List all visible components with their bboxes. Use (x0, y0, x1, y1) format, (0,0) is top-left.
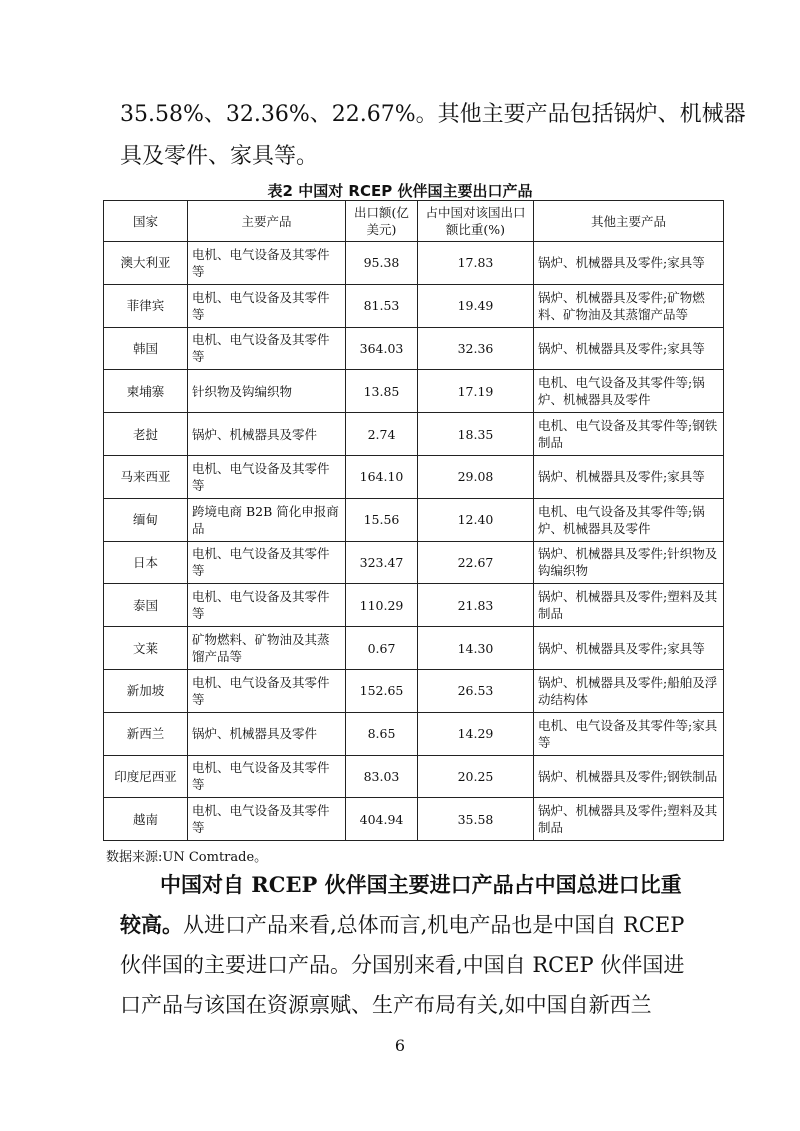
table-row (104, 669, 724, 712)
cell-country: 韩国 (104, 327, 188, 370)
table-row (104, 370, 724, 413)
cell-country: 新加坡 (104, 669, 188, 712)
cell-share: 29.08 (418, 455, 534, 498)
cell-export-value: 83.03 (346, 755, 418, 798)
cell-share: 14.29 (418, 712, 534, 755)
cell-share: 21.83 (418, 584, 534, 627)
table-row (104, 541, 724, 584)
cell-export-value: 404.94 (346, 798, 418, 841)
header-country: 国家 (104, 201, 188, 242)
cell-country: 老挝 (104, 413, 188, 456)
cell-share: 20.25 (418, 755, 534, 798)
cell-export-value: 81.53 (346, 284, 418, 327)
cell-main-product: 电机、电气设备及其零件等 (188, 584, 346, 627)
cell-main-product: 电机、电气设备及其零件等 (188, 327, 346, 370)
cell-other-products: 锅炉、机械器具及零件;矿物燃料、矿物油及其蒸馏产品等 (534, 284, 724, 327)
table-row (104, 242, 724, 285)
cell-share: 17.19 (418, 370, 534, 413)
cell-export-value: 152.65 (346, 669, 418, 712)
cell-export-value: 0.67 (346, 627, 418, 670)
table-header-row (104, 201, 724, 242)
table-caption: 表2 中国对 RCEP 伙伴国主要出口产品 (267, 182, 533, 200)
cell-other-products: 电机、电气设备及其零件等;钢铁制品 (534, 413, 724, 456)
body-bold-heading-end: 较高。 (120, 912, 183, 937)
cell-country: 澳大利亚 (104, 242, 188, 285)
cell-main-product: 电机、电气设备及其零件等 (188, 541, 346, 584)
header-other-products: 其他主要产品 (534, 201, 724, 242)
body-bold-heading: 中国对自 RCEP 伙伴国主要进口产品占中国总进口比重 (160, 872, 682, 897)
cell-share: 26.53 (418, 669, 534, 712)
table-row (104, 455, 724, 498)
cell-other-products: 锅炉、机械器具及零件;钢铁制品 (534, 755, 724, 798)
cell-share: 14.30 (418, 627, 534, 670)
cell-main-product: 矿物燃料、矿物油及其蒸馏产品等 (188, 627, 346, 670)
table-row (104, 498, 724, 541)
cell-export-value: 13.85 (346, 370, 418, 413)
cell-export-value: 15.56 (346, 498, 418, 541)
cell-other-products: 电机、电气设备及其零件等;锅炉、机械器具及零件 (534, 498, 724, 541)
cell-export-value: 110.29 (346, 584, 418, 627)
cell-country: 缅甸 (104, 498, 188, 541)
cell-other-products: 锅炉、机械器具及零件;家具等 (534, 455, 724, 498)
cell-other-products: 电机、电气设备及其零件等;锅炉、机械器具及零件 (534, 370, 724, 413)
cell-share: 19.49 (418, 284, 534, 327)
cell-share: 12.40 (418, 498, 534, 541)
cell-other-products: 锅炉、机械器具及零件;塑料及其制品 (534, 584, 724, 627)
cell-country: 新西兰 (104, 712, 188, 755)
table-row (104, 284, 724, 327)
table-body (104, 242, 724, 841)
cell-main-product: 锅炉、机械器具及零件 (188, 413, 346, 456)
table-row (104, 413, 724, 456)
body-line-2 (120, 910, 684, 940)
cell-main-product: 电机、电气设备及其零件等 (188, 455, 346, 498)
page-number: 6 (394, 1036, 406, 1055)
cell-country: 文莱 (104, 627, 188, 670)
cell-share: 18.35 (418, 413, 534, 456)
cell-main-product: 电机、电气设备及其零件等 (188, 798, 346, 841)
cell-country: 马来西亚 (104, 455, 188, 498)
intro-line-2: 具及零件、家具等。 (120, 144, 319, 169)
body-line-3: 伙伴国的主要进口产品。分国别来看,中国自 RCEP 伙伴国进 (120, 953, 685, 977)
cell-country: 柬埔寨 (104, 370, 188, 413)
table-row (104, 627, 724, 670)
body-line-1 (160, 870, 682, 900)
table-row (104, 712, 724, 755)
header-share: 占中国对该国出口额比重(%) (418, 201, 534, 242)
cell-export-value: 8.65 (346, 712, 418, 755)
cell-export-value: 364.03 (346, 327, 418, 370)
cell-other-products: 锅炉、机械器具及零件;船舶及浮动结构体 (534, 669, 724, 712)
data-source: 数据来源:UN Comtrade。 (106, 850, 268, 865)
body-line-2-text: 从进口产品来看,总体而言,机电产品也是中国自 RCEP (183, 913, 685, 937)
table-row (104, 584, 724, 627)
cell-main-product: 锅炉、机械器具及零件 (188, 712, 346, 755)
cell-other-products: 锅炉、机械器具及零件;家具等 (534, 327, 724, 370)
cell-share: 22.67 (418, 541, 534, 584)
cell-country: 日本 (104, 541, 188, 584)
cell-country: 泰国 (104, 584, 188, 627)
cell-country: 菲律宾 (104, 284, 188, 327)
intro-line-1: 35.58%、32.36%、22.67%。其他主要产品包括锅炉、机械器 (120, 102, 746, 127)
cell-export-value: 2.74 (346, 413, 418, 456)
body-line-4: 口产品与该国在资源禀赋、生产布局有关,如中国自新西兰 (120, 993, 652, 1017)
cell-main-product: 电机、电气设备及其零件等 (188, 284, 346, 327)
cell-other-products: 电机、电气设备及其零件等;家具等 (534, 712, 724, 755)
cell-main-product: 电机、电气设备及其零件等 (188, 755, 346, 798)
export-table (103, 200, 724, 841)
cell-other-products: 锅炉、机械器具及零件;家具等 (534, 242, 724, 285)
cell-main-product: 电机、电气设备及其零件等 (188, 669, 346, 712)
cell-other-products: 锅炉、机械器具及零件;针织物及钩编织物 (534, 541, 724, 584)
cell-export-value: 323.47 (346, 541, 418, 584)
cell-other-products: 锅炉、机械器具及零件;塑料及其制品 (534, 798, 724, 841)
cell-share: 35.58 (418, 798, 534, 841)
cell-other-products: 锅炉、机械器具及零件;家具等 (534, 627, 724, 670)
cell-export-value: 95.38 (346, 242, 418, 285)
header-export-value: 出口额(亿美元) (346, 201, 418, 242)
cell-country: 印度尼西亚 (104, 755, 188, 798)
cell-main-product: 电机、电气设备及其零件等 (188, 242, 346, 285)
cell-main-product: 跨境电商 B2B 简化申报商品 (188, 498, 346, 541)
cell-export-value: 164.10 (346, 455, 418, 498)
header-main-product: 主要产品 (188, 201, 346, 242)
cell-share: 32.36 (418, 327, 534, 370)
table-row (104, 798, 724, 841)
table-row (104, 327, 724, 370)
cell-main-product: 针织物及钩编织物 (188, 370, 346, 413)
cell-country: 越南 (104, 798, 188, 841)
cell-share: 17.83 (418, 242, 534, 285)
table-row (104, 755, 724, 798)
